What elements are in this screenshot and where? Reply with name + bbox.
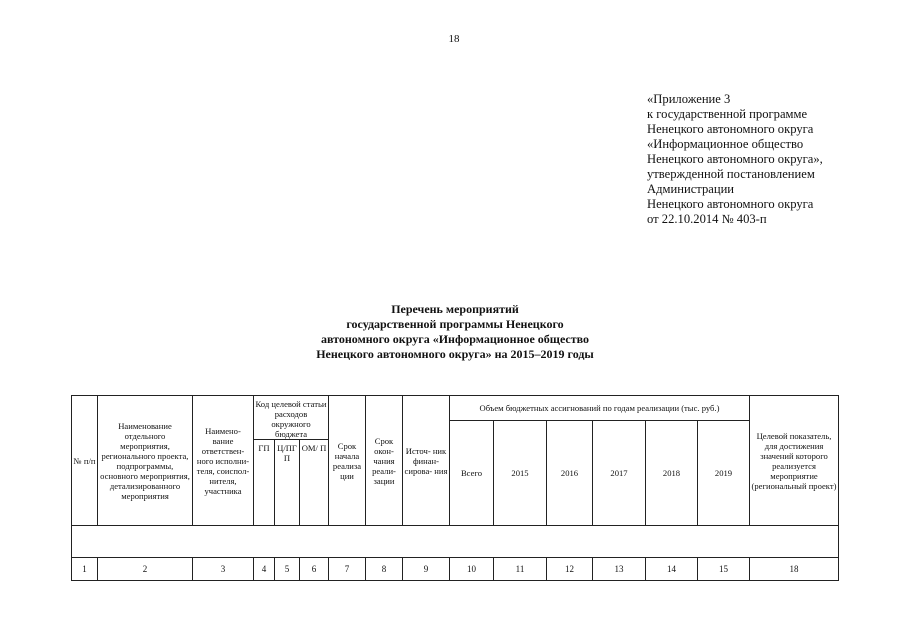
header-code-gp: ГП	[254, 440, 275, 526]
column-number: 14	[646, 558, 698, 581]
header-num: № п/п	[72, 396, 98, 526]
header-year-2019: 2019	[698, 421, 750, 526]
title-line: государственной программы Ненецкого	[346, 317, 564, 331]
appendix-note	[647, 92, 823, 227]
appendix-line: Ненецкого автономного округа	[647, 122, 814, 136]
measures-table	[71, 395, 839, 581]
column-number: 6	[300, 558, 329, 581]
document-title	[250, 302, 660, 362]
column-number: 12	[547, 558, 593, 581]
column-number: 7	[329, 558, 366, 581]
header-total: Всего	[450, 421, 494, 526]
appendix-line: от 22.10.2014 № 403-п	[647, 212, 767, 226]
header-year-2018: 2018	[646, 421, 698, 526]
appendix-line: утвержденной постановлением	[647, 167, 815, 181]
appendix-line: Администрации	[647, 182, 735, 196]
header-start: Срок начала реализа ции	[329, 396, 366, 526]
appendix-line: Ненецкого автономного округа	[647, 197, 814, 211]
header-end: Срок окон- чания реали- зации	[366, 396, 403, 526]
column-number: 15	[698, 558, 750, 581]
column-number: 8	[366, 558, 403, 581]
title-line: Ненецкого автономного округа» на 2015–2019 годы	[316, 347, 594, 361]
appendix-line: «Приложение 3	[647, 92, 731, 106]
column-number: 10	[450, 558, 494, 581]
header-year-2015: 2015	[494, 421, 547, 526]
table-spacer	[72, 526, 839, 558]
column-number: 1	[72, 558, 98, 581]
header-executor: Наимено- вание ответствен- ного исполни- теля, соиспол- нителя, участника	[193, 396, 254, 526]
appendix-line: Ненецкого автономного округа»,	[647, 152, 823, 166]
column-number: 5	[275, 558, 300, 581]
header-code-om: ОМ/ П	[300, 440, 329, 526]
column-number: 13	[593, 558, 646, 581]
title-line: Перечень мероприятий	[391, 302, 519, 316]
header-year-2016: 2016	[547, 421, 593, 526]
column-number: 18	[750, 558, 839, 581]
page-number: 18	[448, 33, 460, 45]
column-number: 9	[403, 558, 450, 581]
header-name: Наименование отдельного мероприятия, регионального проекта, подпрограммы, основного мероприятия, детализированного мероприятия	[98, 396, 193, 526]
header-code-group: Код целевой статьи расходов окружного бюджета	[254, 396, 329, 440]
header-code-pgp: Ц/ПГ П	[275, 440, 300, 526]
column-number: 2	[98, 558, 193, 581]
header-target: Целевой показатель, для достижения значений которого реализуется мероприятие (региональный проект)	[750, 396, 839, 526]
header-year-2017: 2017	[593, 421, 646, 526]
header-source: Источ- ник финан- сирова- ния	[403, 396, 450, 526]
column-number: 4	[254, 558, 275, 581]
column-number: 11	[494, 558, 547, 581]
appendix-line: «Информационное общество	[647, 137, 804, 151]
title-line: автономного округа «Информационное общество	[320, 332, 590, 346]
appendix-line: к государственной программе	[647, 107, 808, 121]
column-number: 3	[193, 558, 254, 581]
header-budget-group: Объем бюджетных ассигнований по годам реализации (тыс. руб.)	[450, 396, 750, 421]
